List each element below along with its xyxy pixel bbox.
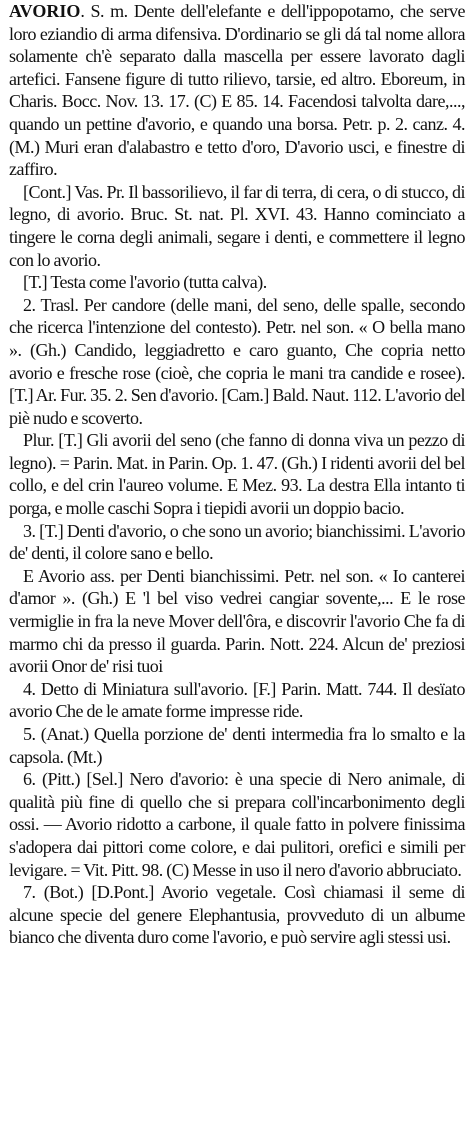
entry-paragraph-10: 6. (Pitt.) [Sel.] Nero d'avorio: è una specie di Nero animale, di qualità più fine di quello che si prepara coll'incarbonimento degli ossi. — Avorio ridotto a carbone, il quale fatto in polvere finissima s'adopera dai pittori come colore, e dai pulitori, orefici e simili per levigare. = Vit. Pitt. 98. (C) Messe in uso il nero d'avorio abbruciato. xyxy=(9,769,465,880)
entry-paragraph-9: 5. (Anat.) Quella porzione de' denti intermedia fra lo smalto e la capsola. (Mt.) xyxy=(9,724,465,767)
entry-text-1: . S. m. Dente dell'elefante e dell'ippopotamo, che serve loro eziandio di arma difensiva. D'ordinario se gli dá tal nome allora solamente ch'è separato dalla mascella per essere lavorato dagli artefici. Fansene figure di tutto rilievo, tarsie, ed altro. Eboreum, in Charis. Bocc. Nov. 13. 17. (C) E 85. 14. Facendosi talvolta dare,..., quando un pettine d'avorio, e quando una borsa. Petr. p. 2. canz. 4. (M.) Muri eran d'alabastro e tetto d'oro, D'avorio usci, e finestre di zaffiro. xyxy=(9,1,465,180)
entry-paragraph-5: Plur. [T.] Gli avorii del seno (che fanno di donna viva un pezzo di legno). = Parin. Mat. in Parin. Op. 1. 47. (Gh.) I ridenti avorii del bel collo, e del crin l'aureo volume. E Mez. 93. La destra Ella intanto ti porga, e molle caschi Sopra i tiepidi avorii un doppio bacio. xyxy=(9,430,465,519)
entry-paragraph-4: 2. Trasl. Per candore (delle mani, del seno, delle spalle, secondo che ricerca l'intenzione del contesto). Petr. nel son. « O bella mano ». (Gh.) Candido, leggiadretto e caro guanto, Che copria netto avorio e fresche rose (cioè, che copria le mani tra candide e rosee). [T.] Ar. Fur. 35. 2. Sen d'avorio. [Cam.] Bald. Naut. 112. L'avorio del piè nudo e scoverto. xyxy=(9,294,465,428)
entry-paragraph-7: E Avorio ass. per Denti bianchissimi. Petr. nel son. « Io canterei d'amor ». (Gh.) E 'l bel viso vedrei cangiar sovente,... E le rose vermiglie in fra la neve Mover dell'ôra, e discovrir l'avorio Che fa di marmo chi da presso il guarda. Parin. Nott. 224. Alcun de' preziosi avorii Onor de' risi tuoi xyxy=(9,565,465,677)
entry-paragraph-11: 7. (Bot.) [D.Pont.] Avorio vegetale. Così chiamasi il seme di alcune specie del genere Elephantusia, provveduto di un albume bianco che diventa duro come l'avorio, e può servire agli stessi usi. xyxy=(9,882,465,948)
headword: AVORIO xyxy=(9,1,81,21)
entry-paragraph-8: 4. Detto di Miniatura sull'avorio. [F.] Parin. Matt. 744. Il desïato avorio Che de le amate forme impresse ride. xyxy=(9,678,465,722)
entry-paragraph-6: 3. [T.] Denti d'avorio, o che sono un avorio; bianchissimi. L'avorio de' denti, il colore sano e bello. xyxy=(9,520,465,564)
entry-paragraph-1 xyxy=(9,0,465,181)
entry-paragraph-3: [T.] Testa come l'avorio (tutta calva). xyxy=(23,272,267,293)
entry-paragraph-2: [Cont.] Vas. Pr. Il bassorilievo, il far di terra, di cera, o di stucco, di legno, di avorio. Bruc. St. nat. Pl. XVI. 43. Hanno cominciato a tingere le corna degli animali, segare i denti, e commettere il legno con lo avorio. xyxy=(9,181,465,270)
